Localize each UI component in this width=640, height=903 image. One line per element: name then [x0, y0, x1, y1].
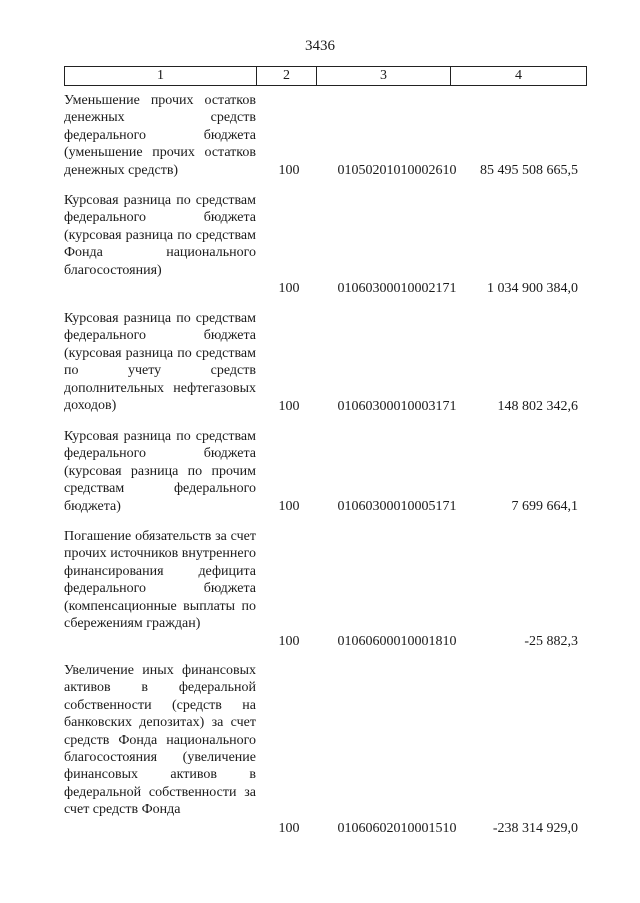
row-admin-code: 100: [278, 399, 300, 414]
row-amount: 7 699 664,1: [511, 499, 578, 514]
row-description: Погашение обязательств за счет прочих источников внутреннего финансирования дефицита федерального бюджета (компенсационные выплаты по сбережениям граждан): [64, 529, 256, 632]
column-header-table: [64, 66, 587, 86]
column-header-2: 2: [257, 67, 317, 86]
page-number: 3436: [305, 38, 335, 54]
row-description: Курсовая разница по средствам федерального бюджета (курсовая разница по прочим средствам федерального бюджета): [64, 429, 256, 514]
row-admin-code: 100: [278, 163, 300, 178]
row-amount: -25 882,3: [524, 634, 578, 649]
column-header-4: 4: [451, 67, 587, 86]
row-budget-code: 01060300010003171: [337, 399, 457, 414]
row-description: Курсовая разница по средствам федерального бюджета (курсовая разница по средствам Фонда национального благосостояния): [64, 193, 256, 278]
row-amount: 85 495 508 665,5: [480, 163, 578, 178]
row-admin-code: 100: [278, 634, 300, 649]
column-header-1: 1: [65, 67, 257, 86]
row-admin-code: 100: [278, 281, 300, 296]
row-budget-code: 01060300010002171: [337, 281, 457, 296]
row-budget-code: 01060300010005171: [337, 499, 457, 514]
row-admin-code: 100: [278, 821, 300, 836]
row-budget-code: 01060602010001510: [337, 821, 457, 836]
row-budget-code: 01050201010002610: [337, 163, 457, 178]
row-description: Увеличение иных финансовых активов в федеральной собственности (средств на банковских депозитах) за счет средств Фонда национального благосостояния (увеличение финансовых активов в федеральной собственности за счет средств Фонда: [64, 663, 256, 818]
row-amount: 148 802 342,6: [497, 399, 578, 414]
row-description: Уменьшение прочих остатков денежных средств федерального бюджета (уменьшение прочих остатков денежных средств): [64, 93, 256, 178]
row-amount: -238 314 929,0: [492, 821, 578, 836]
row-description: Курсовая разница по средствам федерального бюджета (курсовая разница по средствам по учету средств дополнительных нефтегазовых доходов): [64, 311, 256, 414]
column-header-3: 3: [317, 67, 451, 86]
row-admin-code: 100: [278, 499, 300, 514]
row-budget-code: 01060600010001810: [337, 634, 457, 649]
row-amount: 1 034 900 384,0: [487, 281, 578, 296]
